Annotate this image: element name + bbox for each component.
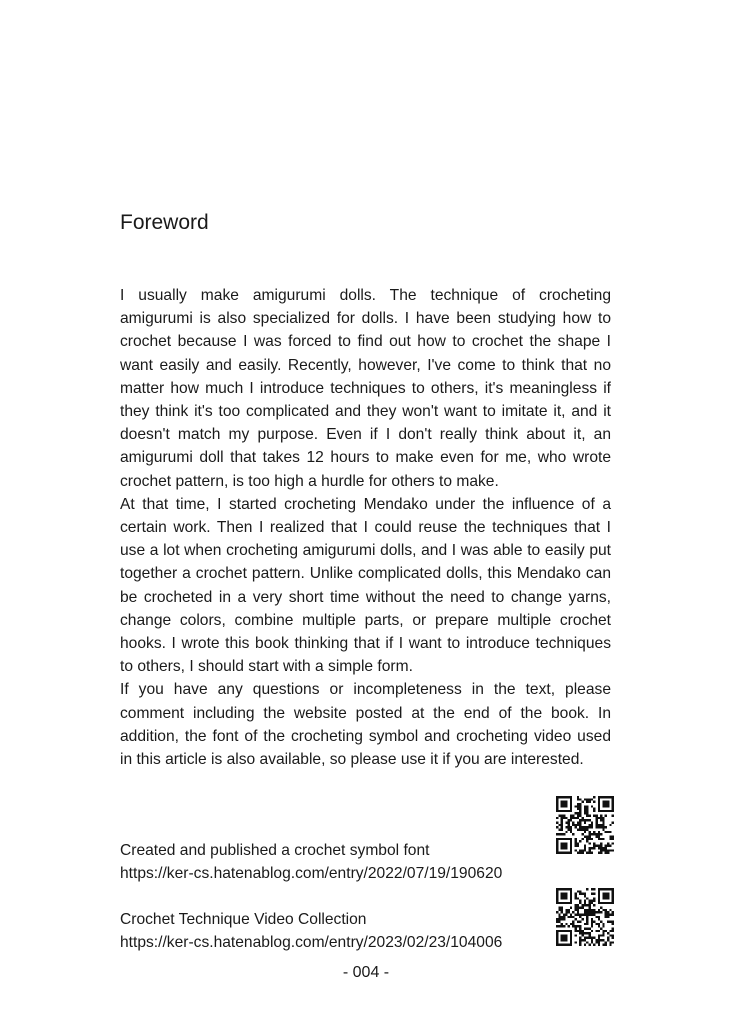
qr-code-symbol-font	[555, 796, 615, 854]
link-url[interactable]: https://ker-cs.hatenablog.com/entry/2023/02/23/104006	[120, 934, 503, 952]
paragraph: If you have any questions or incompleteness in the text, please comment including the website posted at the end of the book. In addition, the font of the crocheting symbol and crocheting video used in this article is also available, so please use it if you are interested.	[120, 681, 611, 769]
qr-code-icon[interactable]	[555, 796, 615, 854]
link-entry-video	[120, 908, 550, 954]
page-number: - 004 -	[342, 964, 390, 981]
link-label: Crochet Technique Video Collection	[120, 911, 367, 928]
foreword-body	[120, 284, 611, 771]
link-label: Created and published a crochet symbol font	[120, 842, 430, 859]
link-url[interactable]: https://ker-cs.hatenablog.com/entry/2022/07/19/190620	[120, 865, 503, 883]
paragraph: I usually make amigurumi dolls. The technique of crocheting amigurumi is also specialized for dolls. I have been studying how to crochet because I was forced to find out how to crochet the shape I want easily and easily. Recently, however, I've come to think that no matter how much I introduce techniques to others, it's meaningless if they think it's too complicated and they won't want to imitate it, and it doesn't match my purpose. Even if I don't really think about it, an amigurumi doll that takes 12 hours to make even for me, who wrote crochet pattern, is too high a hurdle for others to make.	[120, 287, 611, 490]
qr-code-icon[interactable]	[555, 888, 615, 946]
qr-code-video-collection	[555, 888, 615, 946]
page-title: Foreword	[120, 211, 209, 234]
link-entry-font	[120, 839, 550, 885]
paragraph: At that time, I started crocheting Mendako under the influence of a certain work. Then I realized that I could reuse the techniques that I use a lot when crocheting amigurumi dolls, and I was able to easily put together a crochet pattern. Unlike complicated dolls, this Mendako can be crocheted in a very short time without the need to change yarns, change colors, combine multiple parts, or prepare multiple crochet hooks. I wrote this book thinking that if I want to introduce techniques to others, I should start with a simple form.	[120, 495, 611, 676]
